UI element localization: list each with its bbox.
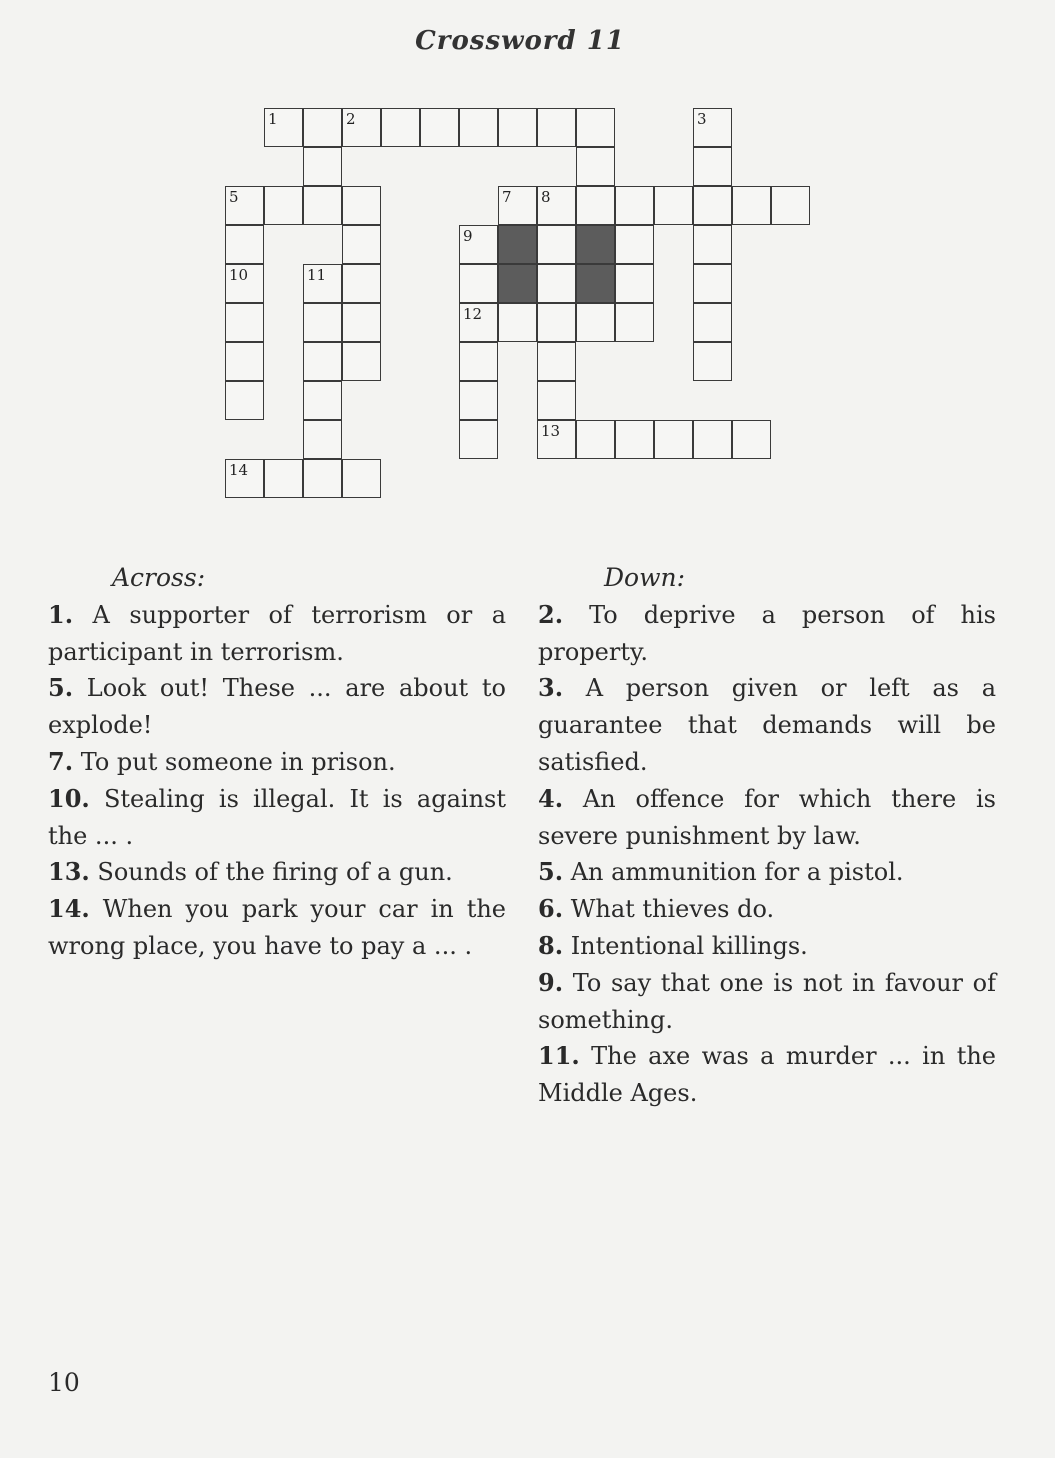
clue-text: An ammunition for a pistol. — [563, 858, 904, 887]
grid-cell — [459, 264, 498, 303]
grid-cell — [225, 186, 264, 225]
grid-cell — [303, 303, 342, 342]
clue-number: 6. — [538, 894, 564, 924]
clue-text: To put someone in prison. — [73, 747, 396, 776]
grid-cell — [693, 342, 732, 381]
clue-text: What thieves do. — [563, 895, 775, 924]
grid-cell — [459, 342, 498, 381]
grid-cell — [225, 459, 264, 498]
page-number: 10 — [48, 1368, 80, 1397]
across-clue — [48, 597, 506, 671]
grid-cell — [225, 303, 264, 342]
clue-text: Sounds of the firing of a gun. — [89, 858, 453, 887]
across-clue — [48, 744, 506, 781]
grid-cell — [771, 186, 810, 225]
down-clue — [538, 597, 996, 671]
grid-cell — [537, 264, 576, 303]
grid-cell — [342, 186, 381, 225]
across-clue — [48, 854, 506, 891]
clue-number: 5. — [48, 673, 74, 703]
grid-cell — [693, 108, 732, 147]
crossword-grid — [0, 0, 1055, 520]
grid-cell — [615, 225, 654, 264]
clue-number: 7. — [48, 746, 74, 776]
down-clue — [538, 781, 996, 855]
clue-number: 12 — [463, 305, 483, 323]
grid-cell — [615, 264, 654, 303]
grid-cell — [459, 381, 498, 420]
down-clue — [538, 1038, 996, 1112]
clue-number: 8 — [541, 188, 551, 206]
clue-number: 11 — [307, 266, 327, 284]
grid-cell — [459, 303, 498, 342]
grid-cell — [498, 186, 537, 225]
across-heading: Across: — [112, 563, 206, 592]
grid-cell — [576, 420, 615, 459]
grid-cell — [537, 420, 576, 459]
across-clue — [48, 781, 506, 855]
clue-number: 14 — [229, 461, 249, 479]
grid-cell — [225, 264, 264, 303]
clue-number: 5. — [538, 857, 564, 887]
clue-number: 13 — [541, 422, 561, 440]
grid-cell — [654, 420, 693, 459]
shaded-cell — [576, 225, 615, 264]
grid-cell — [654, 186, 693, 225]
clue-number: 10 — [229, 266, 249, 284]
grid-cell — [342, 342, 381, 381]
grid-cell — [537, 303, 576, 342]
grid-cell — [303, 147, 342, 186]
grid-cell — [303, 420, 342, 459]
page-title: Crossword 11 — [415, 26, 625, 56]
grid-cell — [615, 186, 654, 225]
grid-cell — [342, 225, 381, 264]
grid-cell — [303, 342, 342, 381]
grid-cell — [264, 186, 303, 225]
grid-cell — [576, 108, 615, 147]
grid-cell — [459, 225, 498, 264]
grid-cell — [303, 459, 342, 498]
grid-cell — [615, 303, 654, 342]
clue-text: To say that one is not in favour of something. — [538, 968, 996, 1034]
down-clue — [538, 891, 996, 928]
grid-cell — [537, 225, 576, 264]
grid-cell — [342, 303, 381, 342]
across-clues — [48, 560, 506, 965]
clue-number: 9. — [538, 967, 564, 997]
shaded-cell — [576, 264, 615, 303]
grid-cell — [693, 420, 732, 459]
grid-cell — [303, 108, 342, 147]
clue-text: Look out! These ... are about to explode! — [48, 674, 506, 740]
grid-cell — [303, 264, 342, 303]
grid-cell — [615, 420, 654, 459]
grid-cell — [576, 303, 615, 342]
clue-number: 14. — [48, 894, 90, 924]
down-clues — [538, 560, 996, 1112]
grid-cell — [576, 186, 615, 225]
down-clue — [538, 854, 996, 891]
clue-text: Intentional killings. — [563, 931, 808, 960]
clue-number: 2. — [538, 599, 564, 629]
grid-cell — [225, 342, 264, 381]
clue-number: 8. — [538, 930, 564, 960]
clue-number: 4. — [538, 783, 564, 813]
grid-cell — [342, 108, 381, 147]
across-clue — [48, 891, 506, 965]
grid-cell — [537, 108, 576, 147]
grid-cell — [498, 108, 537, 147]
down-clue — [538, 965, 996, 1039]
clue-number: 13. — [48, 857, 90, 887]
grid-cell — [693, 303, 732, 342]
grid-cell — [264, 108, 303, 147]
clue-number: 10. — [48, 783, 90, 813]
grid-cell — [264, 459, 303, 498]
grid-cell — [420, 108, 459, 147]
grid-cell — [342, 264, 381, 303]
across-clue — [48, 670, 506, 744]
down-clue-list — [538, 597, 996, 1112]
down-clue — [538, 928, 996, 965]
clue-text: A person given or left as a guarantee that demands will be satisfied. — [538, 674, 996, 776]
clue-number: 9 — [463, 227, 473, 245]
grid-cell — [537, 186, 576, 225]
down-heading: Down: — [604, 563, 686, 592]
clue-text: To deprive a person of his property. — [538, 600, 996, 666]
grid-cell — [225, 225, 264, 264]
clue-number: 1. — [48, 599, 74, 629]
shaded-cell — [498, 225, 537, 264]
across-clue-list — [48, 597, 506, 965]
down-clue — [538, 670, 996, 780]
clue-number: 5 — [229, 188, 239, 206]
grid-cell — [381, 108, 420, 147]
shaded-cell — [498, 264, 537, 303]
clue-text: The axe was a murder ... in the Middle Ages. — [538, 1042, 996, 1108]
clue-number: 1 — [268, 110, 278, 128]
clue-text: When you park your car in the wrong place, you have to pay a ... . — [48, 895, 506, 960]
clue-text: An offence for which there is severe punishment by law. — [538, 784, 996, 850]
clue-text: Stealing is illegal. It is against the ... . — [48, 784, 506, 850]
clue-text: A supporter of terrorism or a participant in terrorism. — [48, 600, 506, 666]
grid-cell — [693, 225, 732, 264]
grid-cell — [303, 381, 342, 420]
grid-cell — [225, 381, 264, 420]
clue-number: 2 — [346, 110, 356, 128]
grid-cell — [693, 186, 732, 225]
grid-cell — [576, 147, 615, 186]
grid-cell — [303, 186, 342, 225]
grid-cell — [459, 420, 498, 459]
clue-number: 3. — [538, 673, 564, 703]
grid-cell — [693, 264, 732, 303]
clue-number: 7 — [502, 188, 512, 206]
grid-cell — [537, 342, 576, 381]
grid-cell — [732, 420, 771, 459]
clue-number: 11. — [538, 1041, 580, 1071]
grid-cell — [537, 381, 576, 420]
grid-cell — [459, 108, 498, 147]
grid-cell — [342, 459, 381, 498]
grid-cell — [732, 186, 771, 225]
clue-number: 3 — [697, 110, 707, 128]
grid-cell — [693, 147, 732, 186]
grid-cell — [498, 303, 537, 342]
